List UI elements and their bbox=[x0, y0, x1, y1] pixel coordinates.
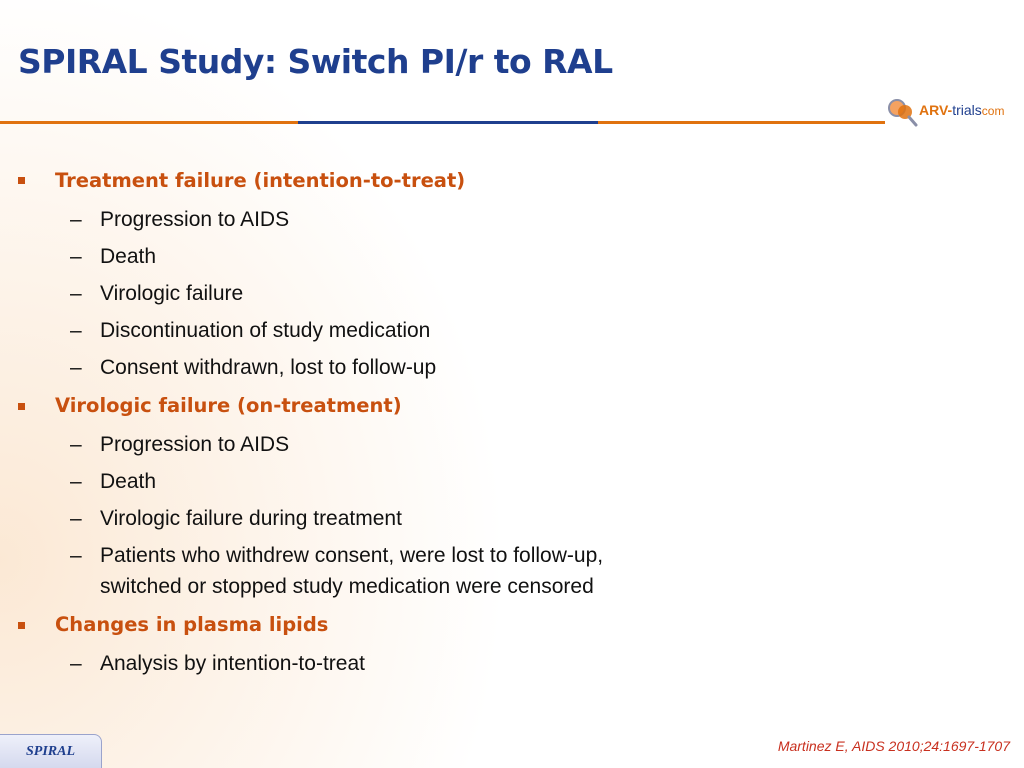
logo-text-com: com bbox=[981, 104, 1005, 118]
dash-icon: – bbox=[70, 208, 82, 231]
dash-icon: – bbox=[70, 507, 82, 530]
list-item-continuation: switched or stopped study medication were censored bbox=[100, 575, 594, 598]
list-item: Progression to AIDS bbox=[100, 208, 290, 231]
list-item: Progression to AIDS bbox=[100, 433, 290, 456]
list-item: Death bbox=[100, 470, 157, 493]
dash-icon: – bbox=[70, 245, 82, 268]
list-item: Consent withdrawn, lost to follow-up bbox=[100, 356, 437, 379]
dash-icon: – bbox=[70, 470, 82, 493]
logo-text-trials: trials bbox=[952, 102, 982, 118]
dash-icon: – bbox=[70, 319, 82, 342]
dash-icon: – bbox=[70, 433, 82, 456]
section-heading: Changes in plasma lipids bbox=[55, 613, 329, 636]
dash-icon: – bbox=[70, 356, 82, 379]
dash-icon: – bbox=[70, 282, 82, 305]
list-item: Discontinuation of study medication bbox=[100, 319, 431, 342]
list-item: Analysis by intention-to-treat bbox=[100, 652, 365, 675]
list-item: Virologic failure bbox=[100, 282, 244, 305]
slide-title: SPIRAL Study: Switch PI/r to RAL bbox=[18, 42, 613, 81]
logo-text-arv: ARV- bbox=[919, 102, 953, 118]
citation: Martinez E, AIDS 2010;24:1697-1707 bbox=[777, 738, 1010, 754]
list-item: Death bbox=[100, 245, 157, 268]
list-item: Virologic failure during treatment bbox=[100, 507, 402, 530]
bullet-square-icon bbox=[18, 177, 25, 184]
section-heading: Treatment failure (intention-to-treat) bbox=[55, 169, 466, 192]
footer-tag: SPIRAL bbox=[0, 734, 102, 768]
section-heading: Virologic failure (on-treatment) bbox=[55, 394, 402, 417]
bullet-square-icon bbox=[18, 403, 25, 410]
dash-icon: – bbox=[70, 652, 82, 675]
list-item: Patients who withdrew consent, were lost to follow-up, bbox=[100, 544, 604, 567]
bullet-square-icon bbox=[18, 622, 25, 629]
dash-icon: – bbox=[70, 544, 82, 567]
